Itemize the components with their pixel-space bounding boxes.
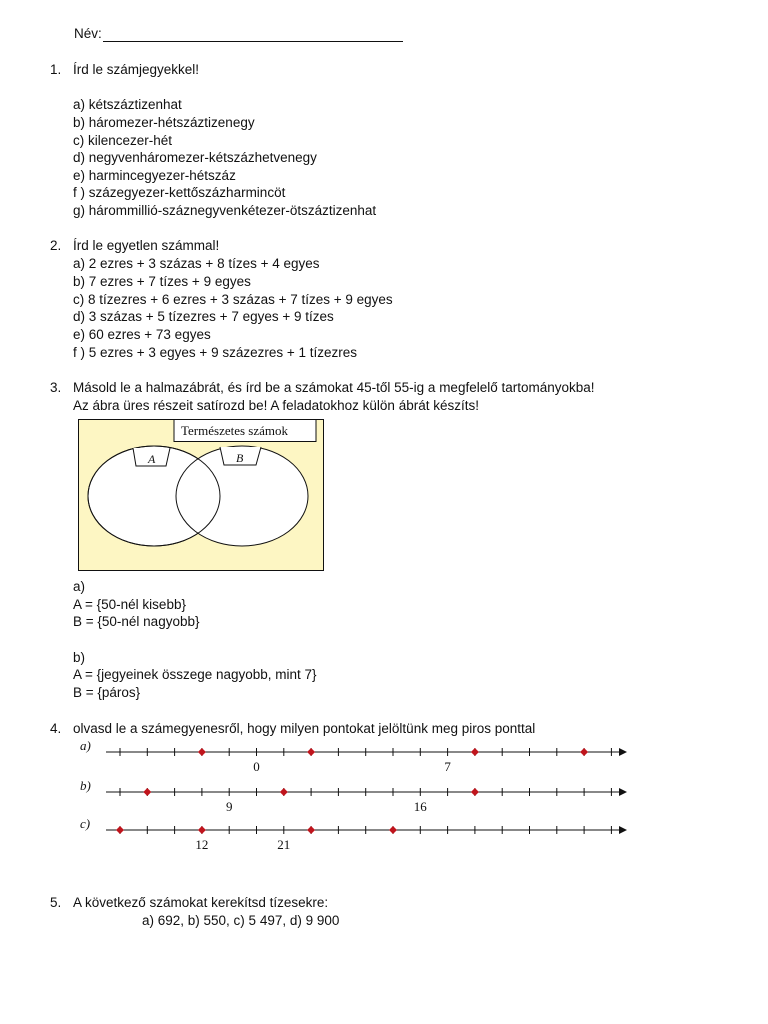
task3-part-a-set-b: B = {50-nél nagyobb}: [73, 614, 200, 629]
number-line-red-dot: [198, 826, 206, 834]
task1-number: 1.: [50, 62, 62, 77]
number-lines: [74, 736, 634, 856]
task3-part-b-set-a: A = {jegyeinek összege nagyobb, mint 7}: [73, 667, 317, 682]
task5-items: a) 692, b) 550, c) 5 497, d) 9 900: [142, 913, 340, 928]
name-label: Név:: [74, 26, 102, 41]
number-line-red-dot: [471, 748, 479, 756]
task3-number: 3.: [50, 380, 62, 395]
venn-set-b-label: B: [236, 451, 244, 465]
task3-part-b-label: b): [73, 650, 86, 665]
task1-item: a) kétszáztizenhat: [73, 97, 182, 112]
number-line-tick-label: 9: [225, 799, 233, 814]
name-underline: [103, 41, 403, 42]
task3-title-2: Az ábra üres részeit satírozd be! A feladatokhoz külön ábrát készíts!: [73, 398, 479, 413]
task5-number: 5.: [50, 895, 62, 910]
task1-item: d) negyvenháromezer-kétszázhetvenegy: [73, 150, 317, 165]
task3-part-a-set-a: A = {50-nél kisebb}: [73, 597, 186, 612]
task2-item: b) 7 ezres + 7 tízes + 9 egyes: [73, 274, 251, 289]
number-line-red-dot: [116, 826, 124, 834]
name-field: [74, 26, 414, 41]
number-line-tick-label: 16: [413, 799, 427, 814]
number-line-tick-label: 0: [253, 759, 260, 774]
venn-diagram: [78, 419, 324, 571]
number-line-arrow: [619, 826, 627, 834]
task4-title: olvasd le a számegyenesről, hogy milyen pontokat jelöltünk meg piros ponttal: [73, 721, 536, 736]
task5-title: A következő számokat kerekítsd tízesekre:: [73, 895, 329, 910]
number-line-arrow: [619, 788, 627, 796]
venn-set-a-label: A: [148, 452, 156, 466]
task2-item: c) 8 tízezres + 6 ezres + 3 százas + 7 tízes + 9 egyes: [73, 292, 393, 307]
number-line-red-dot: [307, 748, 315, 756]
task3-part-b-set-b: B = {páros}: [73, 685, 141, 700]
number-line-arrow: [619, 748, 627, 756]
number-line-red-dot: [580, 748, 588, 756]
task1-title: Írd le számjegyekkel!: [73, 62, 200, 77]
number-line-label: b): [80, 778, 91, 793]
task2-item: a) 2 ezres + 3 százas + 8 tízes + 4 egyes: [73, 256, 320, 271]
number-line-tick-label: 21: [277, 837, 291, 852]
task1-item: b) háromezer-hétszáztizenegy: [73, 115, 255, 130]
venn-universe-label: Természetes számok: [181, 423, 289, 438]
task1-item: f ) százegyezer-kettőszázharmincöt: [73, 185, 286, 200]
number-line-red-dot: [307, 826, 315, 834]
number-line-red-dot: [198, 748, 206, 756]
task4-number: 4.: [50, 721, 62, 736]
task2-item: f ) 5 ezres + 3 egyes + 9 százezres + 1 tízezres: [73, 345, 358, 360]
number-line-red-dot: [389, 826, 397, 834]
number-line-label: a): [80, 738, 91, 753]
number-line-tick-label: 12: [195, 837, 209, 852]
task2-item: e) 60 ezres + 73 egyes: [73, 327, 211, 342]
task2-item: d) 3 százas + 5 tízezres + 7 egyes + 9 tízes: [73, 309, 334, 324]
number-line-red-dot: [471, 788, 479, 796]
number-line-label: c): [80, 816, 91, 831]
task1-item: e) harmincegyezer-hétszáz: [73, 168, 236, 183]
number-line-red-dot: [143, 788, 151, 796]
number-line-red-dot: [280, 788, 288, 796]
task3-title: Másold le a halmazábrát, és írd be a számokat 45-től 55-ig a megfelelő tartományokba!: [73, 380, 595, 395]
task2-title: Írd le egyetlen számmal!: [73, 238, 220, 253]
number-line-tick-label: 7: [444, 759, 451, 774]
task1-item: g) hárommillió-száznegyvenkétezer-ötszáztizenhat: [73, 203, 377, 218]
task1-item: c) kilencezer-hét: [73, 133, 173, 148]
task3-part-a-label: a): [73, 579, 86, 594]
task2-number: 2.: [50, 238, 62, 253]
